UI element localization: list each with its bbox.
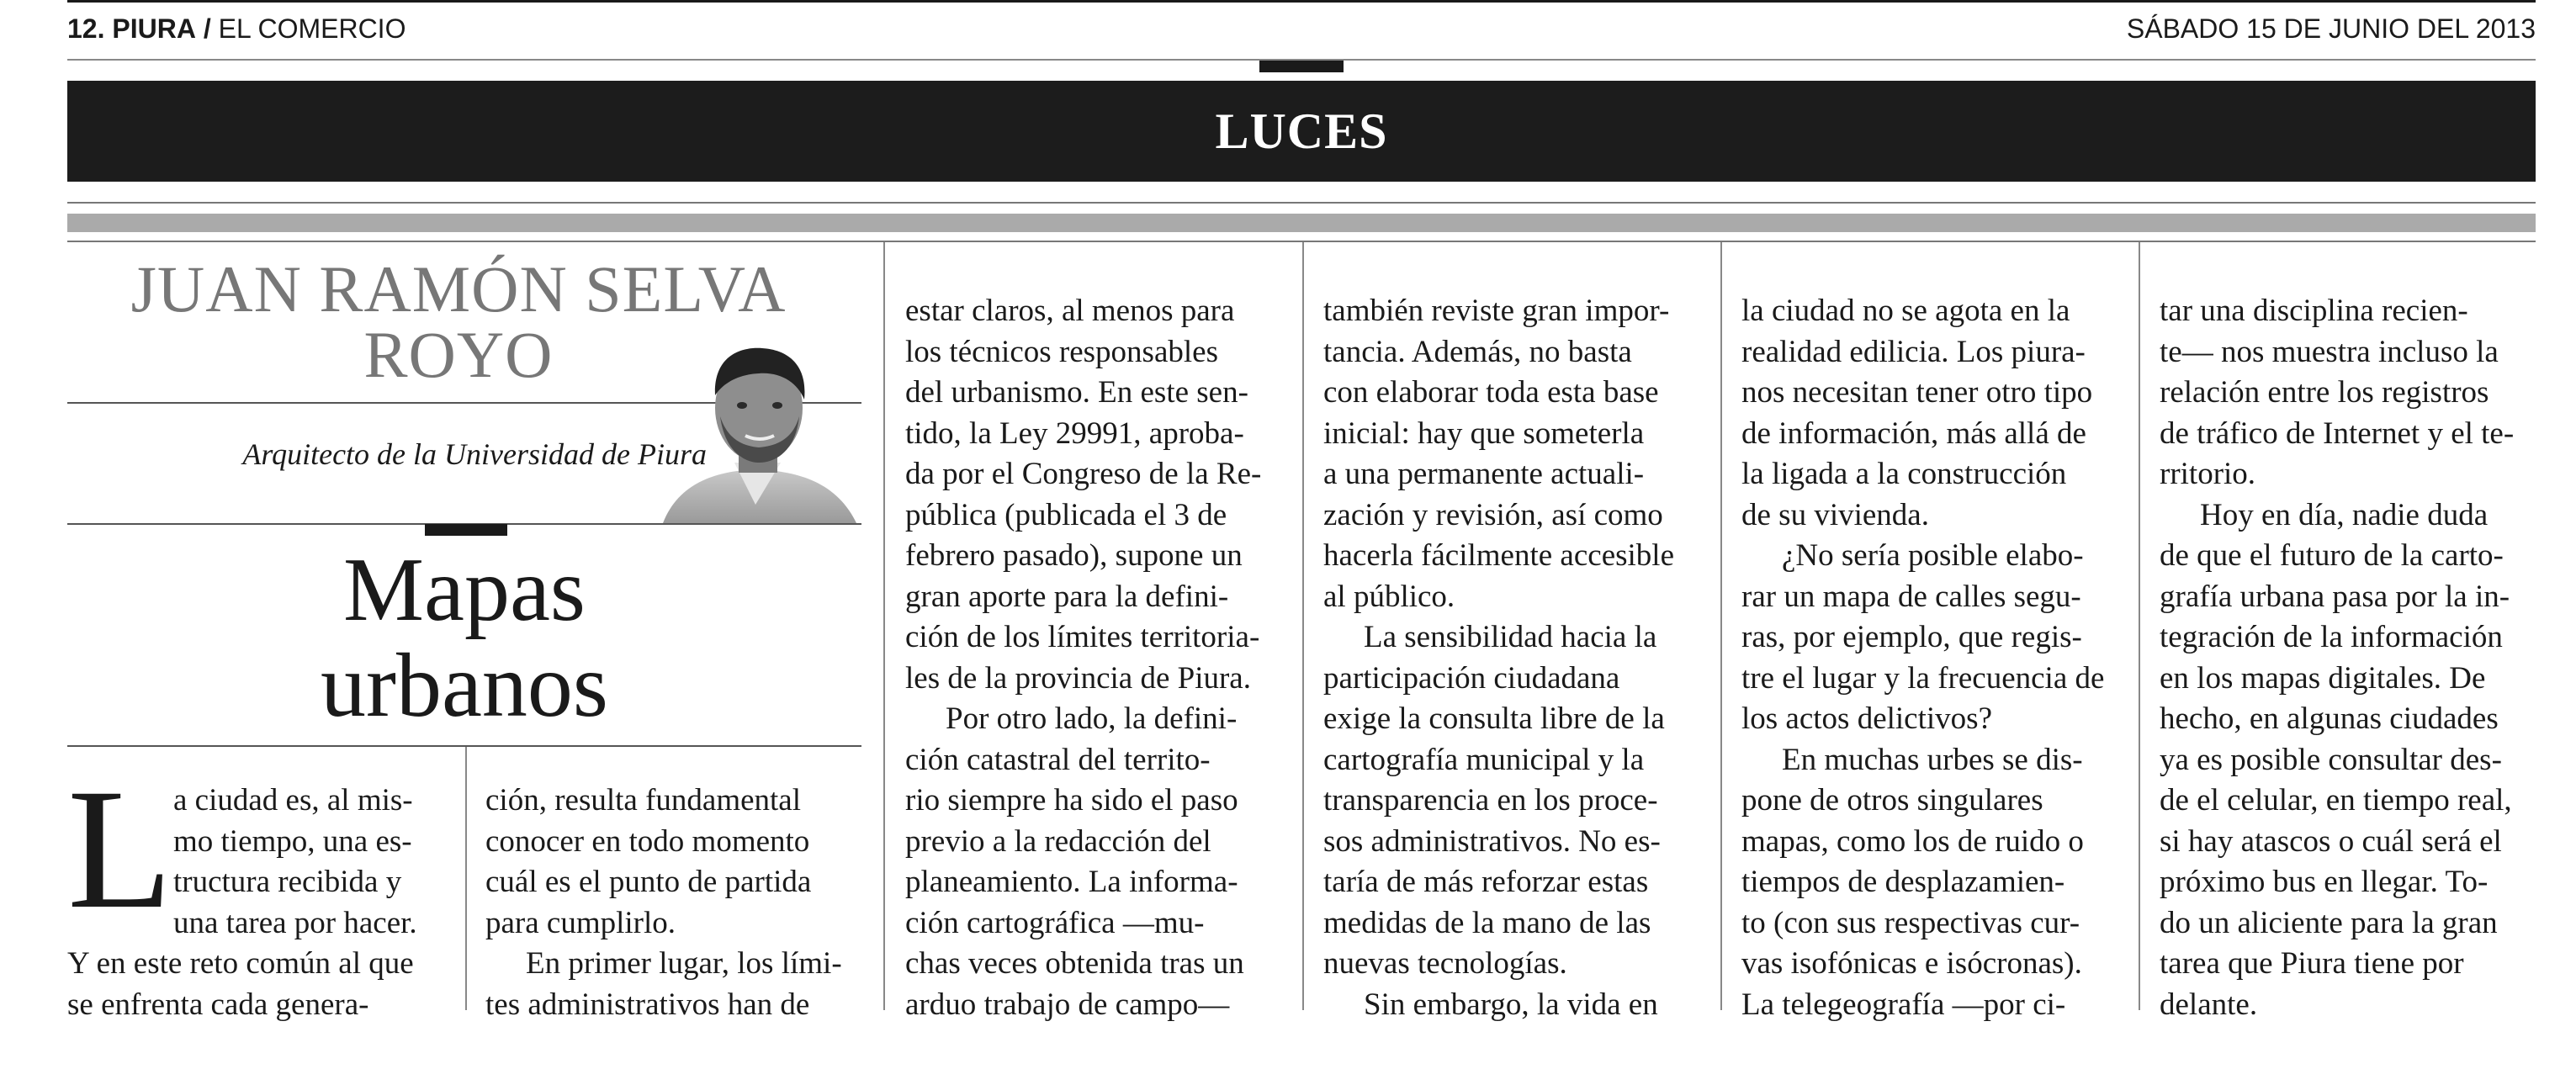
folio-separator: /	[203, 13, 211, 44]
column-divider	[1720, 242, 1722, 1010]
grey-band	[67, 214, 2536, 232]
section-banner	[67, 81, 2536, 182]
article-column-3: estar claros, al menos para los técnicos responsables del urbanismo. En este sen- tido, la Ley 29991, aproba- da por el Congreso de la Re- pública (publicada el 3 de febrero pasado), supone un gran aporte para la defini- ción de los límites territoria- les de la provincia de Piura. Por otro lado, la defini- ción catastral del territo- rio siempre ha sido el paso previo a la redacción del planeamiento. La informa- ción cartográfica —mu- chas veces obtenida tras un arduo trabajo de campo—	[905, 294, 1262, 1022]
author-photo	[655, 336, 861, 523]
folio	[67, 12, 405, 45]
column-divider	[883, 242, 885, 1010]
dropcap: L	[67, 754, 173, 945]
column-divider	[465, 747, 467, 1010]
newspaper-name: EL COMERCIO	[218, 13, 406, 44]
section-name: PIURA	[112, 13, 196, 44]
author-name: JUAN RAMÓN SELVA ROYO	[130, 252, 787, 391]
author-role: Arquitecto de la Universidad de Piura	[242, 437, 707, 471]
article-column-5: la ciudad no se agota en la realidad edilicia. Los piura- nos necesitan tener otro tipo de información, más allá de la ligada a la construcción de su vivienda. ¿No sería posible elabo- rar un mapa de calles segu- ras, por ejemplo, que regis- tre el lugar y la frecuencia de los actos delictivos? En muchas urbes se dis- pone de otros singulares mapas, como los de ruido o tiempos de desplazamien- to (con sus respectivas cur- vas isofónicas e isócronas). La telegeografía —por ci-	[1741, 294, 2105, 1022]
section-title: LUCES	[1215, 103, 1388, 159]
column-divider	[2139, 242, 2140, 1010]
article-column-1a: a ciudad es, al mis- mo tiempo, una es- tructura recibida y una tarea por hacer.	[173, 783, 417, 940]
banner-rule-top	[67, 202, 2536, 204]
banner-rule-bottom	[67, 241, 2536, 242]
section-tab-mark	[1259, 61, 1344, 72]
article-column-1b: Y en este reto común al que se enfrenta cada genera-	[67, 946, 414, 1022]
article-column-6: tar una disciplina recien- te— nos muestra incluso la relación entre los registros de tráfico de Internet y el te- rritorio. Hoy en día, nadie duda de que el futuro de la carto- grafía urbana pasa por la in- tegración de la información en los mapas digitales. De hecho, en algunas ciudades ya es posible consultar des- de el celular, en tiempo real, si hay atascos o cuál será el próximo bus en llegar. To- do un aliciente para la gran tarea que Piura tiene por delante.	[2160, 294, 2515, 1022]
article-column-4: también reviste gran impor- tancia. Además, no basta con elaborar toda esta base inicial: hay que someterla a una permanente actuali- zación y revisión, así como hacerla fácilmente accesible al público. La sensibilidad hacia la participación ciudadana exige la consulta libre de la cartografía municipal y la transparencia en los proce- sos administrativos. No es- taría de más reforzar estas medidas de la mano de las nuevas tecnologías. Sin embargo, la vida en	[1323, 294, 1674, 1022]
headline-rule-bottom	[67, 745, 861, 747]
dateline: SÁBADO 15 DE JUNIO DEL 2013	[2126, 13, 2536, 44]
column-divider	[1302, 242, 1304, 1010]
article-column-2: ción, resulta fundamental conocer en todo momento cuál es el punto de partida para cumplirlo. En primer lugar, los lími- tes administrativos han de	[485, 783, 842, 1022]
headline: Mapas urbanos	[321, 540, 608, 736]
headline-tab-mark	[425, 524, 507, 536]
page-number: 12.	[67, 13, 105, 44]
top-rule	[67, 0, 2536, 3]
